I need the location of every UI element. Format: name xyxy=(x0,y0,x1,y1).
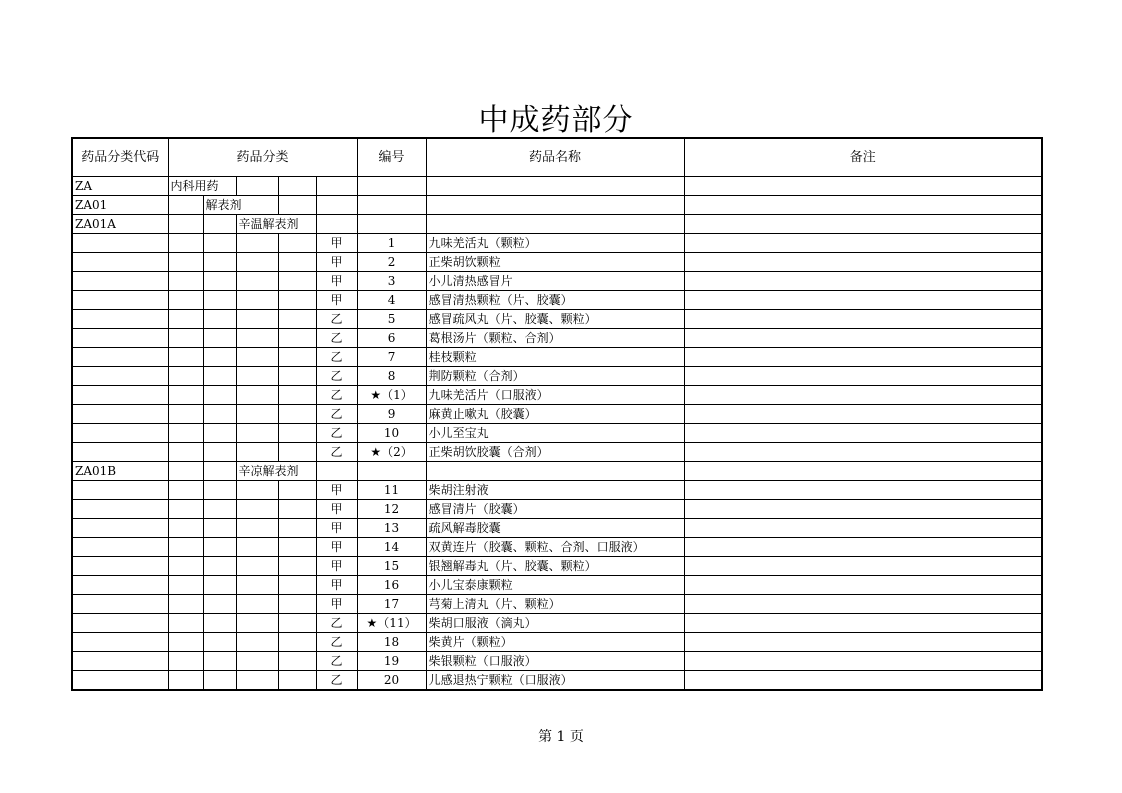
empty-cell xyxy=(203,367,236,386)
drug-number: 19 xyxy=(357,652,426,671)
empty-cell xyxy=(203,443,236,462)
page-title: 中成药部分 xyxy=(478,103,634,138)
category-code: ZA01B xyxy=(72,462,168,481)
empty-cell xyxy=(168,633,203,652)
empty-cell xyxy=(203,633,236,652)
drug-name: 正柴胡饮胶囊（合剂） xyxy=(426,443,684,462)
drug-number: 8 xyxy=(357,367,426,386)
category-code xyxy=(72,519,168,538)
empty-cell xyxy=(168,538,203,557)
empty-cell xyxy=(278,557,316,576)
empty-cell xyxy=(278,443,316,462)
empty-cell xyxy=(278,614,316,633)
drug-row xyxy=(72,253,1042,272)
remark-cell xyxy=(684,329,1042,348)
drug-number: ★（11） xyxy=(357,614,426,633)
drug-type: 甲 xyxy=(316,557,357,576)
empty-cell xyxy=(316,215,357,234)
empty-cell xyxy=(168,671,203,691)
drug-number: 12 xyxy=(357,500,426,519)
drug-name: 柴胡注射液 xyxy=(426,481,684,500)
drug-name: 感冒清热颗粒（片、胶囊） xyxy=(426,291,684,310)
drug-type: 甲 xyxy=(316,576,357,595)
drug-type: 乙 xyxy=(316,443,357,462)
header-name: 药品名称 xyxy=(426,138,684,177)
empty-cell xyxy=(236,595,278,614)
empty-cell xyxy=(316,462,357,481)
empty-cell xyxy=(278,272,316,291)
empty-cell xyxy=(236,253,278,272)
drug-name: 疏风解毒胶囊 xyxy=(426,519,684,538)
empty-cell xyxy=(203,291,236,310)
drug-name: 双黄连片（胶囊、颗粒、合剂、口服液） xyxy=(426,538,684,557)
empty-cell xyxy=(203,671,236,691)
drug-name: 麻黄止嗽丸（胶囊） xyxy=(426,405,684,424)
drug-name: 葛根汤片（颗粒、合剂） xyxy=(426,329,684,348)
drug-type: 甲 xyxy=(316,500,357,519)
empty-cell xyxy=(316,196,357,215)
category-label: 内科用药 xyxy=(168,177,236,196)
empty-cell xyxy=(203,519,236,538)
drug-number: 5 xyxy=(357,310,426,329)
drug-name-cell xyxy=(426,177,684,196)
drug-number: 20 xyxy=(357,671,426,691)
drug-row xyxy=(72,557,1042,576)
empty-cell xyxy=(168,329,203,348)
drug-type: 甲 xyxy=(316,519,357,538)
empty-cell xyxy=(278,386,316,405)
category-code xyxy=(72,424,168,443)
drug-type: 甲 xyxy=(316,481,357,500)
drug-row xyxy=(72,386,1042,405)
drug-number: 6 xyxy=(357,329,426,348)
drug-type: 甲 xyxy=(316,291,357,310)
remark-cell xyxy=(684,348,1042,367)
remark-cell xyxy=(684,652,1042,671)
empty-cell xyxy=(203,215,236,234)
category-code xyxy=(72,538,168,557)
drug-name: 感冒疏风丸（片、胶囊、颗粒） xyxy=(426,310,684,329)
category-label: 解表剂 xyxy=(203,196,278,215)
empty-cell xyxy=(236,500,278,519)
empty-cell xyxy=(203,462,236,481)
empty-cell xyxy=(278,367,316,386)
empty-cell xyxy=(236,481,278,500)
empty-cell xyxy=(278,671,316,691)
empty-cell xyxy=(168,500,203,519)
number-cell xyxy=(357,215,426,234)
empty-cell xyxy=(168,310,203,329)
header-remark: 备注 xyxy=(684,138,1042,177)
remark-cell xyxy=(684,519,1042,538)
drug-row xyxy=(72,481,1042,500)
empty-cell xyxy=(168,481,203,500)
drug-type: 甲 xyxy=(316,538,357,557)
empty-cell xyxy=(236,367,278,386)
header-row xyxy=(72,138,1042,177)
footer-prefix: 第 xyxy=(538,729,553,745)
remark-cell xyxy=(684,272,1042,291)
header-code: 药品分类代码 xyxy=(72,138,168,177)
drug-number: ★（1） xyxy=(357,386,426,405)
drug-row xyxy=(72,272,1042,291)
number-cell xyxy=(357,462,426,481)
drug-name: 芎菊上清丸（片、颗粒） xyxy=(426,595,684,614)
empty-cell xyxy=(236,443,278,462)
drug-row xyxy=(72,519,1042,538)
empty-cell xyxy=(168,557,203,576)
remark-cell xyxy=(684,367,1042,386)
drug-row xyxy=(72,291,1042,310)
remark-cell xyxy=(684,234,1042,253)
remark-cell xyxy=(684,386,1042,405)
remark-cell xyxy=(684,671,1042,691)
drug-row xyxy=(72,367,1042,386)
drug-type: 乙 xyxy=(316,633,357,652)
category-code xyxy=(72,348,168,367)
empty-cell xyxy=(168,405,203,424)
category-code xyxy=(72,443,168,462)
empty-cell xyxy=(236,177,278,196)
drug-name-cell xyxy=(426,462,684,481)
empty-cell xyxy=(168,291,203,310)
drug-name: 小儿至宝丸 xyxy=(426,424,684,443)
empty-cell xyxy=(236,614,278,633)
empty-cell xyxy=(278,633,316,652)
drug-number: 2 xyxy=(357,253,426,272)
category-label: 辛凉解表剂 xyxy=(236,462,316,481)
drug-name: 正柴胡饮颗粒 xyxy=(426,253,684,272)
drug-row xyxy=(72,614,1042,633)
category-code xyxy=(72,500,168,519)
category-code xyxy=(72,253,168,272)
remark-cell xyxy=(684,424,1042,443)
category-code xyxy=(72,595,168,614)
empty-cell xyxy=(236,576,278,595)
drug-name: 桂枝颗粒 xyxy=(426,348,684,367)
empty-cell xyxy=(278,405,316,424)
empty-cell xyxy=(278,196,316,215)
empty-cell xyxy=(168,272,203,291)
drug-row xyxy=(72,500,1042,519)
empty-cell xyxy=(236,272,278,291)
remark-cell xyxy=(684,196,1042,215)
empty-cell xyxy=(278,234,316,253)
empty-cell xyxy=(278,519,316,538)
empty-cell xyxy=(278,652,316,671)
empty-cell xyxy=(203,424,236,443)
drug-row xyxy=(72,443,1042,462)
header-number: 编号 xyxy=(357,138,426,177)
empty-cell xyxy=(236,424,278,443)
drug-table xyxy=(71,137,1043,691)
empty-cell xyxy=(203,576,236,595)
category-row xyxy=(72,215,1042,234)
empty-cell xyxy=(168,443,203,462)
category-code xyxy=(72,310,168,329)
empty-cell xyxy=(203,614,236,633)
empty-cell xyxy=(203,557,236,576)
category-code xyxy=(72,652,168,671)
drug-type: 甲 xyxy=(316,253,357,272)
empty-cell xyxy=(168,253,203,272)
remark-cell xyxy=(684,215,1042,234)
empty-cell xyxy=(203,595,236,614)
category-row xyxy=(72,177,1042,196)
empty-cell xyxy=(278,253,316,272)
drug-type: 乙 xyxy=(316,671,357,691)
remark-cell xyxy=(684,462,1042,481)
empty-cell xyxy=(236,310,278,329)
drug-number: 7 xyxy=(357,348,426,367)
empty-cell xyxy=(316,177,357,196)
empty-cell xyxy=(203,405,236,424)
category-code xyxy=(72,557,168,576)
drug-type: 乙 xyxy=(316,424,357,443)
empty-cell xyxy=(203,481,236,500)
remark-cell xyxy=(684,557,1042,576)
empty-cell xyxy=(168,614,203,633)
remark-cell xyxy=(684,253,1042,272)
empty-cell xyxy=(278,177,316,196)
empty-cell xyxy=(203,329,236,348)
drug-name-cell xyxy=(426,196,684,215)
category-code xyxy=(72,367,168,386)
drug-number: 16 xyxy=(357,576,426,595)
drug-name: 小儿宝泰康颗粒 xyxy=(426,576,684,595)
drug-type: 乙 xyxy=(316,329,357,348)
category-row xyxy=(72,196,1042,215)
category-code xyxy=(72,272,168,291)
category-row xyxy=(72,462,1042,481)
drug-number: 9 xyxy=(357,405,426,424)
category-label: 辛温解表剂 xyxy=(236,215,316,234)
empty-cell xyxy=(236,519,278,538)
empty-cell xyxy=(168,215,203,234)
drug-name: 柴胡口服液（滴丸） xyxy=(426,614,684,633)
drug-row xyxy=(72,310,1042,329)
empty-cell xyxy=(278,481,316,500)
empty-cell xyxy=(236,557,278,576)
category-code xyxy=(72,576,168,595)
remark-cell xyxy=(684,595,1042,614)
category-code xyxy=(72,329,168,348)
category-code xyxy=(72,633,168,652)
remark-cell xyxy=(684,481,1042,500)
drug-name-cell xyxy=(426,215,684,234)
empty-cell xyxy=(168,462,203,481)
remark-cell xyxy=(684,614,1042,633)
empty-cell xyxy=(236,291,278,310)
drug-number: ★（2） xyxy=(357,443,426,462)
empty-cell xyxy=(203,500,236,519)
remark-cell xyxy=(684,538,1042,557)
remark-cell xyxy=(684,500,1042,519)
empty-cell xyxy=(168,519,203,538)
drug-number: 14 xyxy=(357,538,426,557)
page-footer xyxy=(0,726,1122,746)
empty-cell xyxy=(236,386,278,405)
empty-cell xyxy=(278,500,316,519)
drug-number: 11 xyxy=(357,481,426,500)
empty-cell xyxy=(236,348,278,367)
empty-cell xyxy=(203,253,236,272)
empty-cell xyxy=(236,652,278,671)
empty-cell xyxy=(168,595,203,614)
empty-cell xyxy=(168,234,203,253)
drug-name: 感冒清片（胶囊） xyxy=(426,500,684,519)
drug-name: 儿感退热宁颗粒（口服液） xyxy=(426,671,684,691)
empty-cell xyxy=(168,196,203,215)
drug-row xyxy=(72,405,1042,424)
drug-type: 乙 xyxy=(316,348,357,367)
header-category: 药品分类 xyxy=(168,138,357,177)
drug-type: 乙 xyxy=(316,310,357,329)
drug-row xyxy=(72,576,1042,595)
category-code xyxy=(72,291,168,310)
drug-number: 18 xyxy=(357,633,426,652)
category-code xyxy=(72,614,168,633)
drug-name: 银翘解毒丸（片、胶囊、颗粒） xyxy=(426,557,684,576)
number-cell xyxy=(357,196,426,215)
drug-row xyxy=(72,538,1042,557)
category-code: ZA01 xyxy=(72,196,168,215)
empty-cell xyxy=(203,538,236,557)
drug-type: 乙 xyxy=(316,367,357,386)
empty-cell xyxy=(203,234,236,253)
footer-page-number: 1 xyxy=(556,729,566,745)
empty-cell xyxy=(278,291,316,310)
remark-cell xyxy=(684,443,1042,462)
category-code xyxy=(72,386,168,405)
remark-cell xyxy=(684,291,1042,310)
empty-cell xyxy=(278,576,316,595)
drug-name: 荆防颗粒（合剂） xyxy=(426,367,684,386)
empty-cell xyxy=(203,348,236,367)
empty-cell xyxy=(236,234,278,253)
category-code xyxy=(72,234,168,253)
drug-row xyxy=(72,671,1042,691)
empty-cell xyxy=(203,652,236,671)
drug-name: 柴黄片（颗粒） xyxy=(426,633,684,652)
drug-row xyxy=(72,424,1042,443)
category-code xyxy=(72,405,168,424)
footer-suffix: 页 xyxy=(569,729,584,745)
empty-cell xyxy=(168,652,203,671)
drug-row xyxy=(72,595,1042,614)
drug-type: 乙 xyxy=(316,614,357,633)
drug-name: 小儿清热感冒片 xyxy=(426,272,684,291)
empty-cell xyxy=(236,405,278,424)
drug-type: 甲 xyxy=(316,272,357,291)
empty-cell xyxy=(168,367,203,386)
empty-cell xyxy=(168,348,203,367)
drug-number: 4 xyxy=(357,291,426,310)
empty-cell xyxy=(236,329,278,348)
remark-cell xyxy=(684,177,1042,196)
remark-cell xyxy=(684,576,1042,595)
empty-cell xyxy=(168,386,203,405)
drug-name: 九味羌活丸（颗粒） xyxy=(426,234,684,253)
empty-cell xyxy=(203,386,236,405)
drug-row xyxy=(72,348,1042,367)
drug-number: 13 xyxy=(357,519,426,538)
empty-cell xyxy=(278,310,316,329)
empty-cell xyxy=(236,538,278,557)
empty-cell xyxy=(168,576,203,595)
empty-cell xyxy=(203,272,236,291)
empty-cell xyxy=(278,424,316,443)
remark-cell xyxy=(684,633,1042,652)
category-code: ZA xyxy=(72,177,168,196)
empty-cell xyxy=(278,348,316,367)
drug-row xyxy=(72,234,1042,253)
drug-name: 九味羌活片（口服液） xyxy=(426,386,684,405)
drug-row xyxy=(72,633,1042,652)
drug-type: 乙 xyxy=(316,386,357,405)
empty-cell xyxy=(168,424,203,443)
category-code: ZA01A xyxy=(72,215,168,234)
empty-cell xyxy=(203,310,236,329)
drug-type: 乙 xyxy=(316,405,357,424)
drug-number: 1 xyxy=(357,234,426,253)
empty-cell xyxy=(236,633,278,652)
empty-cell xyxy=(278,595,316,614)
drug-number: 17 xyxy=(357,595,426,614)
drug-type: 乙 xyxy=(316,652,357,671)
number-cell xyxy=(357,177,426,196)
drug-type: 甲 xyxy=(316,234,357,253)
drug-row xyxy=(72,329,1042,348)
empty-cell xyxy=(278,329,316,348)
remark-cell xyxy=(684,310,1042,329)
drug-number: 15 xyxy=(357,557,426,576)
category-code xyxy=(72,481,168,500)
drug-number: 10 xyxy=(357,424,426,443)
remark-cell xyxy=(684,405,1042,424)
drug-name: 柴银颗粒（口服液） xyxy=(426,652,684,671)
drug-type: 甲 xyxy=(316,595,357,614)
category-code xyxy=(72,671,168,691)
empty-cell xyxy=(278,538,316,557)
drug-row xyxy=(72,652,1042,671)
empty-cell xyxy=(236,671,278,691)
drug-number: 3 xyxy=(357,272,426,291)
